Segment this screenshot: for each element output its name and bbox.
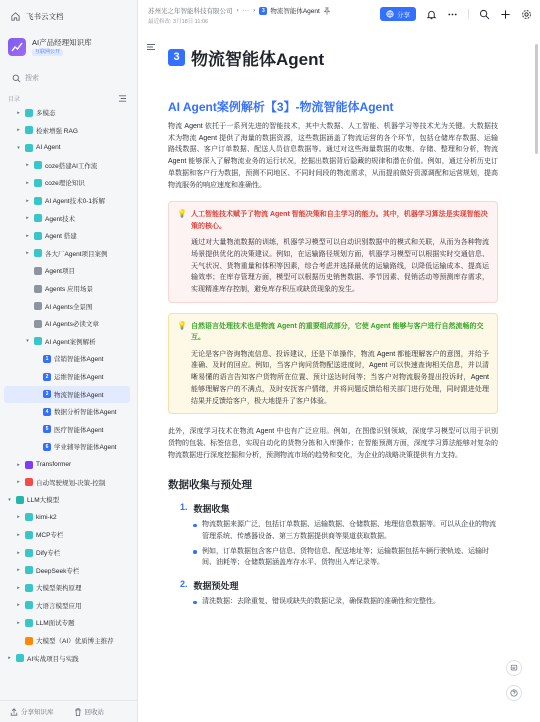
chevron-right-icon[interactable]: ▸ bbox=[26, 215, 29, 222]
doc-icon: 3 bbox=[43, 390, 51, 398]
sidebar-item[interactable] bbox=[4, 526, 130, 543]
doc-icon bbox=[25, 637, 33, 645]
heading-2: 数据收集与预处理 bbox=[168, 479, 252, 492]
title-number-badge: 3 bbox=[168, 49, 185, 66]
callout-title: 人工智能技术赋予了物流 Agent 智能决策和自主学习的能力。其中，机器学习算法是实现智能决策的核心。 bbox=[191, 211, 488, 230]
top-bar bbox=[138, 0, 540, 28]
sidebar-item[interactable] bbox=[4, 474, 130, 491]
page-title-text: 物流智能体Agent bbox=[191, 49, 325, 69]
sidebar-item[interactable] bbox=[4, 368, 130, 385]
sidebar-item[interactable] bbox=[4, 614, 130, 631]
doc-number-icon: 3 bbox=[259, 7, 267, 15]
doc-icon bbox=[25, 584, 33, 592]
doc-icon bbox=[34, 197, 42, 205]
doc-icon bbox=[34, 249, 42, 257]
sidebar-item-label: coze理论知识 bbox=[45, 180, 85, 188]
lightbulb-icon: 💡 bbox=[177, 320, 187, 330]
space-header[interactable] bbox=[0, 32, 137, 60]
doc-icon bbox=[34, 232, 42, 240]
sidebar-item[interactable] bbox=[4, 245, 130, 262]
globe-icon bbox=[386, 10, 394, 18]
outline-toggle-icon[interactable] bbox=[146, 42, 156, 52]
help-icon bbox=[510, 689, 518, 697]
breadcrumb-separator: › bbox=[253, 7, 256, 14]
trash-icon bbox=[74, 708, 82, 716]
space-avatar bbox=[8, 38, 26, 56]
list-item: 清洗数据：去除重复、错误或缺失的数据记录，确保数据的准确性和完整性。 bbox=[192, 596, 498, 608]
bell-icon[interactable] bbox=[426, 9, 437, 20]
chevron-right-icon[interactable]: ▸ bbox=[17, 461, 20, 468]
collapse-all-icon[interactable] bbox=[118, 94, 127, 103]
doc-icon bbox=[34, 214, 42, 222]
section-number: 1. bbox=[180, 502, 188, 513]
sidebar-item[interactable] bbox=[4, 333, 130, 350]
chevron-right-icon[interactable]: ▸ bbox=[26, 250, 29, 257]
trash-button[interactable] bbox=[74, 707, 105, 716]
sidebar-item-label: AI实战项目与实践 bbox=[27, 655, 79, 663]
doc-icon: 5 bbox=[43, 425, 51, 433]
share-button[interactable] bbox=[380, 7, 416, 21]
sidebar-item-label: 学业辅导智能体Agent bbox=[54, 444, 117, 452]
sidebar-item[interactable] bbox=[4, 386, 130, 403]
chevron-down-icon[interactable]: ▾ bbox=[8, 496, 11, 503]
list-item: 物流数据来源广泛，包括订单数据、运输数据、仓储数据、地理信息数据等。可以从企业的物流管理系统、传感器设备、第三方数据提供商等渠道获取数据。 bbox=[192, 519, 498, 542]
sidebar-item-label: LLM大模型 bbox=[27, 497, 60, 505]
search-box[interactable] bbox=[8, 70, 129, 86]
gear-icon[interactable] bbox=[521, 9, 532, 20]
toolbar-divider bbox=[468, 9, 469, 19]
section-1-heading bbox=[180, 502, 498, 515]
sidebar-item-label: Agents 应用场景 bbox=[45, 286, 94, 293]
sidebar-item[interactable] bbox=[4, 139, 130, 156]
breadcrumb-separator: › bbox=[236, 7, 239, 14]
brand-header[interactable] bbox=[0, 0, 137, 32]
directory-header bbox=[0, 92, 137, 104]
callout-ai-decision bbox=[168, 201, 498, 303]
chevron-right-icon[interactable]: ▸ bbox=[8, 655, 11, 662]
sidebar-item[interactable] bbox=[4, 157, 130, 174]
sidebar-item-label: Agent 搭建 bbox=[45, 233, 77, 241]
sidebar-item-label: AI Agent技术0-1拆解 bbox=[45, 198, 105, 205]
sidebar-item-label: MCP专栏 bbox=[36, 532, 64, 540]
chevron-right-icon[interactable]: ▸ bbox=[26, 232, 29, 239]
sidebar-item-label: 各大厂Agent项目案例 bbox=[45, 250, 108, 258]
chevron-right-icon[interactable]: ▸ bbox=[17, 584, 20, 591]
doc-icon bbox=[34, 285, 42, 293]
sidebar-item[interactable] bbox=[4, 227, 130, 244]
sidebar-item[interactable] bbox=[4, 192, 130, 209]
section-title: 数据收集 bbox=[193, 504, 230, 515]
doc-icon bbox=[25, 619, 33, 627]
doc-icon bbox=[25, 531, 33, 539]
sidebar-item[interactable] bbox=[4, 597, 130, 614]
doc-icon: 4 bbox=[43, 408, 51, 416]
breadcrumb-ellipsis[interactable]: ··· bbox=[242, 7, 250, 14]
callout-body: 无论是客户咨询物流信息、投诉建议，还是下单操作，物流 Agent 都能理解客户的意图，并给予准确、及时的回应。例如，当客户询问货物配送进度时，Agent 可以快速查询相关信息，并以清晰易懂的语言告知客户货物所在位置、预计送达时间等；当客户对物流服务提出投诉时，Agent 能够理解客户的不满点，及时安抚客户情绪，并将问题反馈给相关部门进行处理，同时跟进处理结果并反馈给客户，极大地提升了客户体验。 bbox=[191, 350, 489, 405]
breadcrumb-org[interactable]: 苏州光之年智能科技有限公司 bbox=[148, 8, 233, 15]
doc-icon bbox=[34, 179, 42, 187]
share-button-label: 分享 bbox=[397, 11, 410, 19]
doc-icon: 1 bbox=[43, 355, 51, 363]
sidebar-item-label: Agent项目 bbox=[45, 268, 75, 276]
sidebar-item-label: AI Agent bbox=[36, 144, 61, 152]
chevron-right-icon[interactable]: ▸ bbox=[17, 109, 20, 116]
chevron-right-icon[interactable]: ▸ bbox=[26, 197, 29, 204]
doc-icon bbox=[34, 267, 42, 275]
lightbulb-icon: 💡 bbox=[177, 209, 187, 219]
sidebar-item-label: coze搭建AI工作流 bbox=[45, 162, 98, 170]
sidebar-item[interactable] bbox=[4, 509, 130, 526]
doc-icon bbox=[25, 601, 33, 609]
space-badge: 互联网公开 bbox=[32, 49, 63, 56]
sidebar-item[interactable] bbox=[4, 174, 130, 191]
section-2-list bbox=[192, 596, 498, 608]
breadcrumb-current-label: 物流智能体Agent bbox=[270, 8, 320, 15]
sidebar-item-label: LLM面试专题 bbox=[36, 620, 75, 628]
doc-icon bbox=[25, 461, 33, 469]
sidebar-item[interactable] bbox=[4, 122, 130, 139]
chart-icon bbox=[11, 41, 23, 53]
chevron-down-icon[interactable]: ▾ bbox=[26, 338, 29, 345]
breadcrumb bbox=[148, 6, 331, 15]
sidebar-item[interactable] bbox=[4, 210, 130, 227]
space-title: AI产品经理知识库 bbox=[32, 38, 92, 47]
sidebar-item-label: DeepSeek专栏 bbox=[36, 567, 80, 575]
sidebar-item-label: AI Agents必读文章 bbox=[45, 321, 99, 329]
search-placeholder: 搜索 bbox=[25, 75, 39, 82]
sidebar-item[interactable] bbox=[4, 544, 130, 561]
sidebar-item[interactable] bbox=[4, 456, 130, 473]
sidebar-item[interactable] bbox=[4, 315, 130, 332]
sidebar-item[interactable] bbox=[4, 262, 130, 279]
sidebar-item-label: 大模型（AI）优质博主推荐 bbox=[36, 638, 114, 645]
sidebar-item-label: AI Agents全景图 bbox=[45, 303, 93, 311]
page-title bbox=[168, 44, 498, 70]
doc-icon bbox=[25, 109, 33, 117]
directory-title: 目录 bbox=[8, 96, 21, 103]
chevron-right-icon[interactable]: ▸ bbox=[17, 549, 20, 556]
chevron-right-icon[interactable]: ▸ bbox=[17, 127, 20, 134]
trash-label: 回收站 bbox=[84, 709, 104, 716]
section-1-list bbox=[192, 519, 498, 569]
intro-paragraph: 物流 Agent 依托于一系列先进的智能技术，其中大数据、人工智能、机器学习等技术尤为关键。大数据技术为物流 Agent 提供了海量的数据资源，这些数据涵盖了物流运营的各个环节，包括仓储库存数据、运输路线数据、客户订单数据、配送人员信息数据等。通过对这些海量数据的收集、存储、整理和分析，物流 Agent 能够深入了解物流业务的运行状况，挖掘出数据背后隐藏的规律和潜在价值。例如，通过分析历史订单数据和客户行为数据，预测不同地区、不同时间段的物流需求，从而提前做好资源调配和运营规划，提高物流服务的响应速度和准确性。 bbox=[168, 123, 498, 189]
sidebar-item[interactable] bbox=[4, 438, 130, 455]
home-icon bbox=[10, 11, 21, 22]
section-number: 2. bbox=[180, 579, 188, 590]
doc-icon bbox=[25, 144, 33, 152]
doc-icon bbox=[16, 496, 24, 504]
chevron-right-icon[interactable]: ▸ bbox=[17, 619, 20, 626]
doc-icon bbox=[25, 549, 33, 557]
chevron-right-icon[interactable]: ▸ bbox=[17, 567, 20, 574]
chevron-right-icon[interactable]: ▸ bbox=[17, 602, 20, 609]
sidebar-item[interactable] bbox=[4, 562, 130, 579]
sidebar-item[interactable] bbox=[4, 403, 130, 420]
section-title: 数据预处理 bbox=[193, 581, 239, 592]
share-space-button[interactable] bbox=[10, 707, 54, 716]
section-2-heading bbox=[180, 579, 498, 592]
sidebar-item[interactable] bbox=[4, 421, 130, 438]
sidebar-item-label: 检索增强 RAG bbox=[36, 127, 78, 135]
sidebar-item[interactable] bbox=[4, 491, 130, 508]
sidebar-item[interactable] bbox=[4, 650, 130, 667]
sidebar-item-label: Dify专栏 bbox=[36, 550, 61, 557]
sidebar-item[interactable] bbox=[4, 632, 130, 649]
sidebar bbox=[0, 0, 138, 722]
sidebar-item-label: Transformer bbox=[36, 461, 72, 468]
doc-icon bbox=[25, 513, 33, 521]
doc-icon bbox=[34, 161, 42, 169]
document-area bbox=[138, 0, 540, 722]
doc-icon bbox=[16, 654, 24, 662]
sidebar-footer bbox=[0, 700, 137, 722]
sidebar-item-label: 运维智能体Agent bbox=[54, 374, 104, 381]
comments-float-button[interactable] bbox=[506, 660, 522, 676]
sidebar-item-label: 物流智能体Agent bbox=[54, 391, 104, 399]
search-icon bbox=[12, 74, 21, 83]
breadcrumb-current[interactable] bbox=[259, 6, 331, 15]
sidebar-item-label: 自动驾驶规划-决策-控制 bbox=[36, 479, 106, 487]
sidebar-item-label: 数据分析智能体Agent bbox=[54, 409, 117, 417]
chevron-right-icon[interactable]: ▸ bbox=[17, 479, 20, 486]
sidebar-item[interactable] bbox=[4, 579, 130, 596]
doc-icon: 2 bbox=[43, 373, 51, 381]
callout-nlp bbox=[168, 313, 498, 415]
heading-1: AI Agent案例解析【3】-物流智能体Agent bbox=[168, 100, 394, 114]
doc-icon bbox=[34, 337, 42, 345]
chevron-right-icon[interactable]: ▸ bbox=[26, 179, 29, 186]
share-icon bbox=[10, 708, 18, 716]
sidebar-item[interactable] bbox=[4, 104, 130, 121]
sidebar-item-label: AI Agent案例解析 bbox=[45, 338, 96, 346]
chevron-right-icon[interactable]: ▸ bbox=[17, 531, 20, 538]
sidebar-item-label: Agent技术 bbox=[45, 215, 75, 223]
more-icon[interactable] bbox=[447, 9, 458, 20]
help-float-button[interactable] bbox=[506, 685, 522, 701]
search-icon[interactable] bbox=[479, 9, 490, 20]
doc-icon bbox=[25, 478, 33, 486]
document-content bbox=[168, 44, 498, 608]
share-space-label: 分享知识库 bbox=[21, 709, 54, 716]
sidebar-item-label: 多模态 bbox=[36, 110, 56, 117]
top-actions bbox=[380, 7, 532, 21]
sidebar-item-label: 大模型架构原理 bbox=[36, 585, 82, 593]
sidebar-item[interactable] bbox=[4, 280, 130, 297]
sidebar-item[interactable] bbox=[4, 350, 130, 367]
scrollbar[interactable] bbox=[535, 44, 538, 154]
chevron-down-icon[interactable]: ▾ bbox=[17, 144, 20, 151]
deep-learning-paragraph: 此外，深度学习技术在物流 Agent 中也有广泛应用。例如，在图像识别领域，深度学习模型可以用于识别货物的包装、标签信息，实现自动化的货物分拣和入库操作；在智能预测方面，深度学习算法能够对复杂的物流数据进行深度挖掘和分析，预测物流市场的趋势和变化，为企业的战略决策提供有力支持。 bbox=[168, 428, 498, 459]
doc-icon bbox=[25, 566, 33, 574]
sidebar-item-label: kimi-k2 bbox=[36, 513, 57, 521]
chevron-right-icon[interactable]: ▸ bbox=[17, 514, 20, 521]
doc-icon: 6 bbox=[43, 443, 51, 451]
sidebar-item[interactable] bbox=[4, 298, 130, 315]
comment-icon bbox=[510, 664, 518, 672]
callout-body: 通过对大量物流数据的训练，机器学习模型可以自动识别数据中的模式和关联，从而为各种物流场景提供优化的决策建议。例如，在运输路径规划方面，机器学习模型可以根据实时交通信息、天气状况、货物重量和体积等因素，综合考虑并选择最优的运输路线，以降低运输成本、提高运输效率；在库存管理方面，模型可以根据历史销售数据、季节因素、促销活动等预测库存需求，实现精准库存控制，避免库存积压或缺货现象的发生。 bbox=[191, 239, 489, 294]
callout-title: 自然语言处理技术也是物流 Agent 的重要组成部分，它使 Agent 能够与客户进行自然流畅的交互。 bbox=[191, 322, 484, 342]
pin-icon[interactable] bbox=[323, 7, 331, 15]
doc-icon bbox=[34, 320, 42, 328]
chevron-right-icon[interactable]: ▸ bbox=[26, 162, 29, 169]
list-item: 例如，订单数据包含客户信息、货物信息、配送地址等；运输数据包括车辆行驶轨迹、运输时间、油耗等；仓储数据涵盖库存水平、货物出入库记录等。 bbox=[192, 546, 498, 569]
doc-icon bbox=[25, 126, 33, 134]
sidebar-item-label: 营销智能体Agent bbox=[54, 356, 104, 364]
doc-icon bbox=[34, 302, 42, 310]
add-icon[interactable] bbox=[500, 9, 511, 20]
sidebar-item-label: 大语言模型应用 bbox=[36, 602, 82, 610]
brand-name: 飞书云文档 bbox=[26, 11, 64, 21]
sidebar-item-label: 医疗智能体Agent bbox=[54, 426, 104, 434]
last-modified: 最近修改: 3月18日 11:06 bbox=[148, 19, 209, 25]
